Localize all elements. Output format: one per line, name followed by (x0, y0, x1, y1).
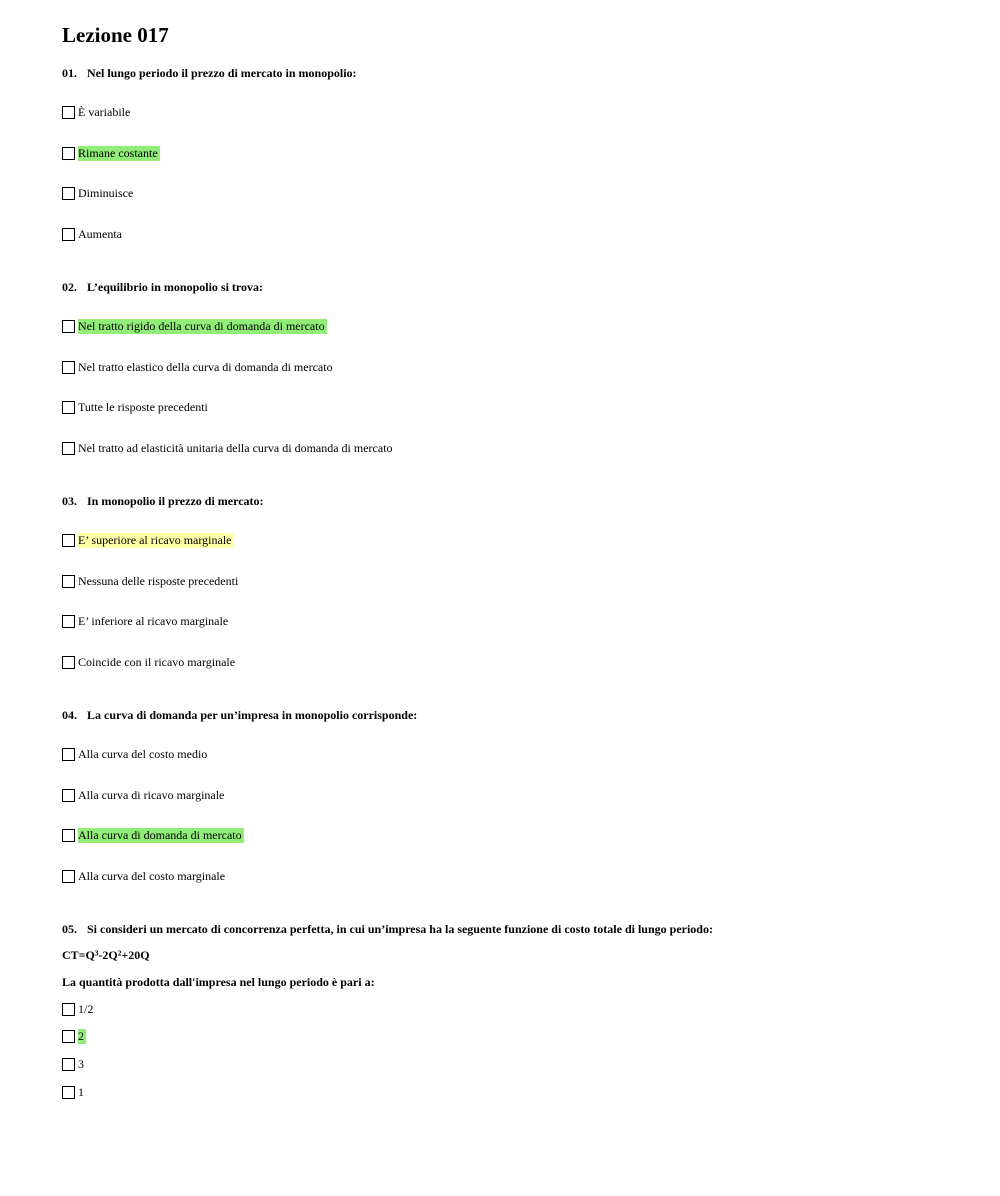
question-03-option-1[interactable] (62, 532, 234, 548)
question-number: 01. (62, 66, 77, 80)
option-label: Nel tratto elastico della curva di domanda di mercato (78, 359, 333, 374)
checkbox[interactable] (62, 1086, 75, 1099)
option-label: Aumenta (78, 226, 122, 241)
option-label: 1/2 (78, 1001, 94, 1016)
question-03-option-4[interactable] (62, 654, 237, 670)
question-03-option-3[interactable] (62, 613, 230, 629)
option-label-highlighted: 2 (78, 1028, 84, 1043)
question-text: Nel lungo periodo il prezzo di mercato in monopolio: (87, 66, 357, 80)
checkbox[interactable] (62, 789, 75, 802)
checkbox[interactable] (62, 442, 75, 455)
question-03-text (62, 493, 264, 509)
option-label-highlighted: Rimane costante (78, 145, 158, 160)
checkbox[interactable] (62, 534, 75, 547)
checkbox[interactable] (62, 615, 75, 628)
question-02-option-1[interactable] (62, 318, 327, 334)
question-02-text (62, 279, 263, 295)
question-05-formula: CT=Q³-2Q²+20Q (62, 948, 150, 962)
question-05-option-1[interactable] (62, 1001, 95, 1017)
checkbox[interactable] (62, 1058, 75, 1071)
option-label: Alla curva del costo marginale (78, 868, 226, 883)
option-label: Diminuisce (78, 185, 134, 200)
checkbox[interactable] (62, 228, 75, 241)
checkbox[interactable] (62, 1030, 75, 1043)
question-number: 04. (62, 708, 77, 722)
question-04-option-1[interactable] (62, 746, 209, 762)
question-05-option-2[interactable] (62, 1028, 86, 1044)
checkbox[interactable] (62, 361, 75, 374)
question-05-text (62, 921, 713, 937)
option-label: 1 (78, 1084, 84, 1099)
question-number: 05. (62, 922, 77, 936)
option-label: È variabile (78, 104, 131, 119)
checkbox[interactable] (62, 187, 75, 200)
question-05-option-3[interactable] (62, 1056, 86, 1072)
question-04-option-3[interactable] (62, 827, 244, 843)
question-text: La curva di domanda per un’impresa in monopolio corrisponde: (87, 708, 418, 722)
checkbox[interactable] (62, 575, 75, 588)
page-title: Lezione 017 (62, 23, 169, 47)
question-01-option-1[interactable] (62, 104, 132, 120)
checkbox[interactable] (62, 748, 75, 761)
question-02-option-2[interactable] (62, 359, 335, 375)
question-01-text (62, 65, 357, 81)
question-03-option-2[interactable] (62, 573, 240, 589)
question-02-option-3[interactable] (62, 399, 210, 415)
option-label: Nessuna delle risposte precedenti (78, 573, 239, 588)
question-04-option-4[interactable] (62, 868, 227, 884)
checkbox[interactable] (62, 401, 75, 414)
option-label: 3 (78, 1056, 84, 1071)
option-label-highlighted: Nel tratto rigido della curva di domanda di mercato (78, 318, 325, 333)
option-label: Alla curva del costo medio (78, 746, 208, 761)
option-label: Nel tratto ad elasticità unitaria della curva di domanda di mercato (78, 440, 393, 455)
option-label-highlighted: E’ superiore al ricavo marginale (78, 532, 232, 547)
question-number: 02. (62, 280, 77, 294)
question-text: Si consideri un mercato di concorrenza perfetta, in cui un’impresa ha la seguente funzione di costo totale di lungo periodo: (87, 922, 713, 936)
question-05-option-4[interactable] (62, 1084, 86, 1100)
question-01-option-2[interactable] (62, 145, 160, 161)
option-label-highlighted: Alla curva di domanda di mercato (78, 827, 242, 842)
question-04-text (62, 707, 417, 723)
option-label: Alla curva di ricavo marginale (78, 787, 225, 802)
question-05-subtext: La quantità prodotta dall'impresa nel lungo periodo è pari a: (62, 975, 375, 989)
question-04-option-2[interactable] (62, 787, 226, 803)
option-label: Coincide con il ricavo marginale (78, 654, 236, 669)
question-number: 03. (62, 494, 77, 508)
question-02-option-4[interactable] (62, 440, 395, 456)
checkbox[interactable] (62, 1003, 75, 1016)
question-01-option-3[interactable] (62, 185, 135, 201)
checkbox[interactable] (62, 320, 75, 333)
checkbox[interactable] (62, 106, 75, 119)
checkbox[interactable] (62, 656, 75, 669)
question-text: In monopolio il prezzo di mercato: (87, 494, 264, 508)
question-text: L’equilibrio in monopolio si trova: (87, 280, 264, 294)
question-01-option-4[interactable] (62, 226, 124, 242)
option-label: Tutte le risposte precedenti (78, 399, 208, 414)
option-label: E’ inferiore al ricavo marginale (78, 613, 229, 628)
checkbox[interactable] (62, 147, 75, 160)
checkbox[interactable] (62, 870, 75, 883)
checkbox[interactable] (62, 829, 75, 842)
